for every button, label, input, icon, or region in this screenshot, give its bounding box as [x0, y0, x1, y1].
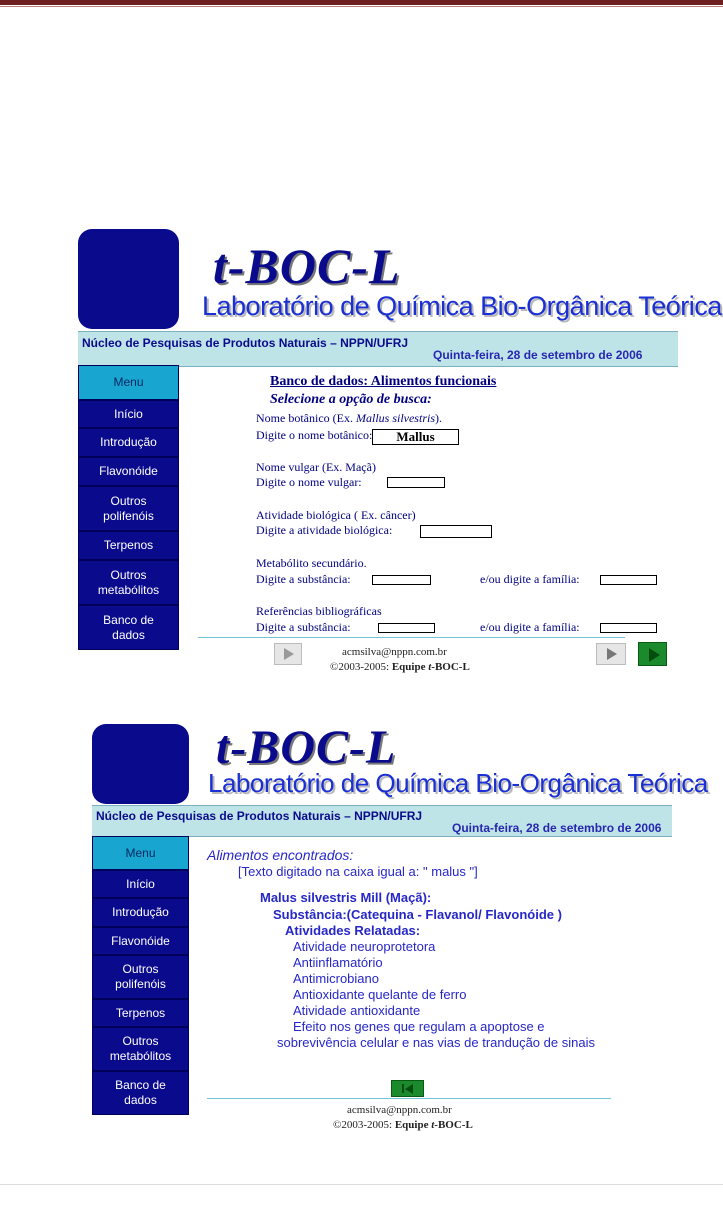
copyright — [333, 1119, 473, 1131]
results-page-screenshot — [92, 721, 708, 1142]
page-top-rule — [0, 0, 723, 5]
institution-name: Núcleo de Pesquisas de Produtos Naturais – NPPN/UFRJ — [82, 336, 409, 350]
current-date: Quinta-feira, 28 de setembro de 2006 — [433, 348, 643, 362]
botanic-label — [256, 411, 442, 426]
menu-item-label: Banco de — [115, 1078, 166, 1092]
metabolite-family-input[interactable] — [600, 575, 657, 585]
menu-item-label-line2: polifenóis — [115, 977, 166, 991]
references-substance-input[interactable] — [378, 623, 435, 633]
result-species: Malus silvestris Mill (Maçã): — [260, 890, 432, 905]
activities-title: Atividades Relatadas: — [285, 923, 421, 938]
contact-email[interactable]: acmsilva@nppn.com.br — [347, 1104, 452, 1116]
play-icon — [649, 648, 660, 662]
menu-item-label: Terpenos — [103, 538, 154, 552]
menu-item-label: Introdução — [112, 905, 169, 919]
results-title: Alimentos encontrados: — [207, 847, 354, 863]
first-page-button[interactable] — [391, 1080, 424, 1097]
site-title: t-BOC-L — [216, 721, 397, 774]
activity-prompt: Digite a atividade biológica: — [256, 523, 393, 537]
team-name — [395, 1119, 473, 1131]
menu-item-label: Terpenos — [115, 1005, 166, 1020]
vulgar-prompt: Digite o nome vulgar: — [256, 475, 362, 489]
current-date: Quinta-feira, 28 de setembro de 2006 — [452, 821, 662, 835]
copyright — [330, 661, 470, 673]
first-page-icon — [405, 1084, 413, 1094]
menu-header: Menu — [78, 365, 179, 400]
menu-item-label-line2: polifenóis — [103, 508, 154, 523]
menu-item-label: Outros — [110, 567, 147, 582]
results-query: [Texto digitado na caixa igual a: " malus "] — [238, 864, 478, 879]
menu-item-label-line2: metabólitos — [109, 1049, 172, 1063]
menu-item-label: Início — [114, 406, 143, 421]
search-subheading: Selecione a opção de busca: — [270, 392, 432, 407]
footer-divider — [198, 637, 625, 638]
contact-email[interactable]: acmsilva@nppn.com.br — [342, 646, 447, 658]
botanic-label-end: ). — [435, 411, 442, 425]
menu-item-outros-metabolitos[interactable] — [78, 560, 179, 605]
botanic-name-input[interactable]: Mallus — [372, 429, 459, 445]
menu-item-outros-polifenois[interactable] — [78, 486, 179, 531]
activity-item: Efeito nos genes que regulam a apoptose e — [293, 1019, 545, 1034]
play-icon — [284, 648, 294, 660]
page-top-rule-thin — [0, 6, 723, 7]
menu-item-label: Outros — [110, 493, 147, 508]
menu-item-label: Outros — [122, 1034, 159, 1048]
botanic-prompt: Digite o nome botânico: — [256, 428, 373, 442]
institution-name: Núcleo de Pesquisas de Produtos Naturais – NPPN/UFRJ — [96, 809, 423, 823]
vulgar-label: Nome vulgar (Ex. Maçã) — [256, 460, 376, 474]
activity-input[interactable] — [420, 525, 492, 538]
menu-item-label: Flavonóide — [99, 464, 158, 478]
menu-item-label: Introdução — [100, 435, 157, 449]
menu-item-introducao[interactable] — [92, 898, 189, 927]
play-icon — [607, 648, 617, 660]
result-substance — [273, 907, 562, 922]
logo-block — [78, 229, 179, 329]
copyright-text: ©2003-2005: — [333, 1119, 395, 1131]
menu-item-flavonoide[interactable] — [78, 457, 179, 486]
menu-item-introducao[interactable] — [78, 428, 179, 457]
activity-item-continuation: sobrevivência celular e nas vias de trandução de sinais — [277, 1035, 595, 1050]
botanic-label-text: Nome botânico (Ex. — [256, 411, 356, 425]
menu-item-inicio[interactable] — [78, 400, 179, 428]
references-label: Referências bibliográficas — [256, 604, 382, 618]
activity-item: Antimicrobiano — [293, 971, 379, 986]
site-title: t-BOC-L — [213, 238, 401, 294]
menu-item-outros-metabolitos[interactable] — [92, 1027, 189, 1071]
activity-label: Atividade biológica ( Ex. câncer) — [256, 508, 416, 522]
next-button[interactable] — [596, 643, 626, 665]
menu-item-outros-polifenois[interactable] — [92, 955, 189, 999]
menu-item-flavonoide[interactable] — [92, 927, 189, 955]
copyright-text: ©2003-2005: — [330, 661, 392, 673]
site-subtitle: Laboratório de Química Bio-Orgânica Teórica — [208, 768, 708, 798]
search-page-screenshot — [78, 227, 722, 682]
vulgar-name-input[interactable] — [387, 477, 445, 488]
activity-item: Atividade neuroprotetora — [293, 939, 436, 954]
metabolite-label: Metabólito secundário. — [256, 556, 367, 570]
metabolite-prompt: Digite a substância: — [256, 572, 351, 586]
menu-item-terpenos[interactable] — [78, 531, 179, 560]
page-bottom-rule — [0, 1184, 723, 1185]
references-family-prompt: e/ou digite a família: — [480, 620, 580, 634]
footer-divider — [207, 1098, 611, 1099]
references-prompt: Digite a substância: — [256, 620, 351, 634]
logo-block — [92, 724, 189, 804]
metabolite-substance-input[interactable] — [372, 575, 431, 585]
first-page-icon-bar — [402, 1084, 404, 1093]
activity-item: Antiinflamatório — [293, 955, 383, 970]
search-heading: Banco de dados: Alimentos funcionais — [270, 374, 497, 389]
forward-button[interactable] — [638, 642, 667, 666]
menu-item-label-line2: metabólitos — [97, 582, 160, 597]
menu-item-banco-de-dados[interactable] — [78, 605, 179, 650]
references-family-input[interactable] — [600, 623, 657, 633]
substance-label: Substância:(Catequina - Flavanol/ Flavonóide ) — [273, 907, 562, 922]
menu-item-label: Banco de — [103, 612, 154, 627]
activity-item: Antioxidante quelante de ferro — [293, 987, 467, 1002]
team-t: t — [431, 1119, 435, 1131]
team-suffix: -BOC-L — [431, 661, 470, 673]
botanic-example: Mallus silvestris — [355, 411, 435, 425]
menu-item-inicio[interactable] — [92, 870, 189, 898]
menu-item-label: Início — [126, 876, 155, 891]
team-prefix: Equipe — [394, 1119, 432, 1131]
menu-item-label-line2: dados — [112, 627, 145, 642]
metabolite-family-prompt: e/ou digite a família: — [480, 572, 580, 586]
activity-item: Atividade antioxidante — [293, 1003, 421, 1018]
team-prefix: Equipe — [391, 661, 429, 673]
menu-item-terpenos[interactable] — [92, 999, 189, 1027]
site-subtitle: Laboratório de Química Bio-Orgânica Teórica — [202, 291, 722, 321]
team-suffix: -BOC-L — [434, 1119, 473, 1131]
team-name — [392, 661, 470, 673]
menu-item-banco-de-dados[interactable] — [92, 1071, 189, 1115]
back-button[interactable] — [274, 643, 302, 665]
menu-item-label-line2: dados — [124, 1093, 157, 1107]
team-t: t — [428, 661, 432, 673]
menu-item-label: Outros — [122, 962, 159, 976]
menu-header: Menu — [92, 836, 189, 870]
menu-item-label: Flavonóide — [111, 933, 170, 948]
